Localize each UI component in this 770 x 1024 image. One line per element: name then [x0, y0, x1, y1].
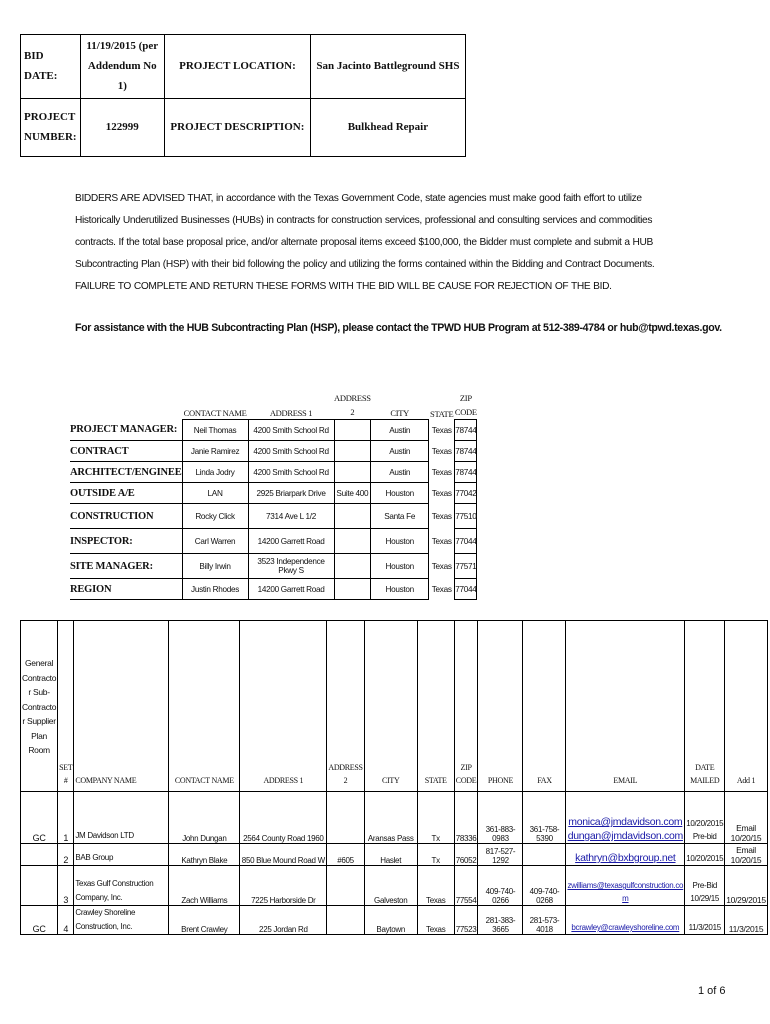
col-zip: ZIP CODE — [454, 393, 477, 417]
contact-city: Houston — [371, 554, 429, 579]
bidder-type — [21, 866, 58, 906]
bidder-date-mailed: 11/3/2015 — [685, 906, 725, 935]
contact-role: REGION — [70, 579, 182, 600]
bidder-city: Aransas Pass — [364, 792, 417, 844]
contact-city: Houston — [371, 529, 429, 554]
col-zip: ZIP CODE — [454, 621, 478, 792]
bidder-date-mailed: Pre-Bid 10/29/15 — [685, 866, 725, 906]
contact-row — [70, 504, 477, 529]
project-header-table — [20, 34, 466, 157]
contact-name: Carl Warren — [182, 529, 248, 554]
contact-address2 — [334, 529, 371, 554]
bidder-phone: 409-740-0266 — [478, 866, 523, 906]
bidder-company: Crawley Shoreline Construction, Inc. — [74, 906, 169, 935]
bidder-date-mailed: 10/20/2015 — [685, 844, 725, 866]
bidder-row — [21, 906, 768, 935]
bidder-address2 — [327, 792, 364, 844]
contact-city: Houston — [371, 483, 429, 504]
email-link-continued[interactable]: m — [622, 894, 629, 903]
bidder-address1: 850 Blue Mound Road W — [240, 844, 327, 866]
bidder-set: 2 — [58, 844, 74, 866]
col-contact: CONTACT NAME — [169, 621, 240, 792]
bidder-address2 — [327, 866, 364, 906]
contact-address2 — [334, 579, 371, 600]
contact-zip: 78744 — [455, 441, 477, 462]
contact-state: Texas — [431, 511, 452, 521]
project-number-value: 122999 — [80, 99, 164, 157]
bidder-fax: 409-740-0268 — [523, 866, 566, 906]
contact-city: Santa Fe — [371, 504, 429, 529]
bid-date-label: BID DATE: — [21, 35, 81, 99]
contact-name: Justin Rhodes — [182, 579, 248, 600]
bidder-contact: Zach Williams — [169, 866, 240, 906]
contact-state: Texas — [431, 467, 452, 477]
contact-zip: 77510 — [455, 504, 477, 529]
col-email: EMAIL — [566, 621, 685, 792]
page-number: 1 of 6 — [698, 985, 726, 997]
contact-role: OUTSIDE A/E — [70, 483, 182, 504]
contact-name: Billy Irwin — [182, 554, 248, 579]
col-fax: FAX — [523, 621, 566, 792]
contact-state: Texas — [431, 561, 452, 571]
contact-address1: 14200 Garrett Road — [248, 579, 334, 600]
bidder-add1: 10/29/2015 — [725, 866, 768, 906]
email-link[interactable]: monica@jmdavidson.com — [568, 816, 683, 828]
contact-address2: Suite 400 — [334, 483, 371, 504]
bidder-email — [566, 792, 685, 844]
bidder-fax: 281-573-4018 — [523, 906, 566, 935]
contact-city: Austin — [371, 441, 429, 462]
bidder-row — [21, 866, 768, 906]
bidder-set: 1 — [58, 792, 74, 844]
col-address2: ADDRESS 2 — [334, 393, 371, 417]
bidder-email — [566, 844, 685, 866]
contact-name: LAN — [182, 483, 248, 504]
bidder-company: BAB Group — [74, 844, 169, 866]
contact-address2 — [334, 441, 371, 462]
bidder-zip: 76052 — [454, 844, 478, 866]
col-contact-name: CONTACT NAME — [183, 408, 247, 418]
contact-address1: 2925 Briarpark Drive — [248, 483, 334, 504]
email-link[interactable]: kathryn@bxbgroup.net — [575, 852, 676, 864]
contact-role: PROJECT MANAGER: — [70, 420, 182, 441]
contact-role: CONTRACT — [70, 441, 182, 462]
col-add1: Add 1 — [725, 621, 768, 792]
contact-state: Texas — [431, 488, 452, 498]
contact-row — [70, 554, 477, 579]
col-address1: ADDRESS 1 — [269, 408, 313, 418]
col-set: SET # — [58, 621, 74, 792]
contact-zip: 78744 — [455, 462, 477, 483]
contact-address1: 7314 Ave L 1/2 — [248, 504, 334, 529]
contact-state: Texas — [431, 584, 452, 594]
contact-address2 — [334, 420, 371, 441]
bidder-phone: 817-527-1292 — [478, 844, 523, 866]
bidder-contact: Kathryn Blake — [169, 844, 240, 866]
contact-state: Texas — [431, 536, 452, 546]
email-link[interactable]: bcrawley@crawleyshoreline.com — [571, 923, 680, 932]
bidder-city: Baytown — [364, 906, 417, 935]
project-location-label: PROJECT LOCATION: — [165, 35, 311, 99]
bidder-row — [21, 792, 768, 844]
contact-address1: 4200 Smith School Rd — [248, 420, 334, 441]
col-city: CITY — [364, 621, 417, 792]
contact-city: Houston — [371, 579, 429, 600]
bidder-company: Texas Gulf Construction Company, Inc. — [74, 866, 169, 906]
bidder-type: GC — [21, 906, 58, 935]
col-state: STATE — [417, 621, 454, 792]
contact-zip: 77044 — [455, 579, 477, 600]
contact-row — [70, 441, 477, 462]
col-company: COMPANY NAME — [74, 621, 169, 792]
contact-address1: 4200 Smith School Rd — [248, 441, 334, 462]
bidder-fax: 361-758-5390 — [523, 792, 566, 844]
bidders-table — [20, 620, 768, 935]
contact-address2 — [334, 462, 371, 483]
bidder-row — [21, 844, 768, 866]
contact-state: Texas — [431, 425, 452, 435]
project-location-value: San Jacinto Battleground SHS — [310, 35, 465, 99]
contact-zip: 77044 — [455, 529, 477, 554]
col-address1: ADDRESS 1 — [240, 621, 327, 792]
bidder-contact: John Dungan — [169, 792, 240, 844]
project-description-value: Bulkhead Repair — [310, 99, 465, 157]
bidder-add1: 11/3/2015 — [725, 906, 768, 935]
contact-zip: 77571 — [455, 554, 477, 579]
contact-zip: 78744 — [455, 420, 477, 441]
project-description-label: PROJECT DESCRIPTION: — [165, 99, 311, 157]
contact-row — [70, 579, 477, 600]
bidder-state: Texas — [417, 906, 454, 935]
contact-name: Linda Jodry — [182, 462, 248, 483]
bidder-city: Galveston — [364, 866, 417, 906]
col-type: General Contracto r Sub- Contracto r Supplier Plan Room — [21, 621, 58, 792]
bidder-phone: 361-883-0983 — [478, 792, 523, 844]
bidder-fax — [523, 844, 566, 866]
contact-address1: 4200 Smith School Rd — [248, 462, 334, 483]
contact-name: Rocky Click — [182, 504, 248, 529]
contact-role: ARCHITECT/ENGINEE — [70, 462, 182, 483]
contact-name: Janie Ramirez — [182, 441, 248, 462]
bidder-company: JM Davidson LTD — [74, 792, 169, 844]
contact-row — [70, 483, 477, 504]
bidder-city: Haslet — [364, 844, 417, 866]
hub-notice-paragraph: BIDDERS ARE ADVISED THAT, in accordance with the Texas Government Code, state agencies must make good faith effort to utilize Historically Underutilized Businesses (HUBs) in contracts for construction services, professional and consulting services and commodities contracts. If the total base proposal price, and/or alternate proposal items exceed $100,000, the Bidder must complete and submit a HUB Subcontracting Plan (HSP) with their bid following the policy and utilizing the forms contained within the Bidding and Contract Documents. FAILURE TO COMPLETE AND RETURN THESE FORMS WITH THE BID WILL BE CAUSE FOR REJECTION OF THE BID. — [75, 193, 655, 292]
bidder-state: Tx — [417, 844, 454, 866]
bidder-address2 — [327, 906, 364, 935]
bidder-state: Texas — [417, 866, 454, 906]
bid-date-value: 11/19/2015 (per Addendum No 1) — [80, 35, 164, 99]
contact-role: INSPECTOR: — [70, 529, 182, 554]
contact-row — [70, 420, 477, 441]
bidder-set: 4 — [58, 906, 74, 935]
bidder-type: GC — [21, 792, 58, 844]
assistance-line: For assistance with the HUB Subcontracting Plan (HSP), please contact the TPWD HUB Program at 512-389-4784 or hub@tpwd.texas.gov. — [75, 322, 722, 334]
contact-state: Texas — [431, 446, 452, 456]
bidder-zip: 77554 — [454, 866, 478, 906]
bidder-zip: 78336 — [454, 792, 478, 844]
contact-row — [70, 462, 477, 483]
bidder-phone: 281-383-3665 — [478, 906, 523, 935]
contact-address1: 14200 Garrett Road — [248, 529, 334, 554]
contact-city: Austin — [371, 462, 429, 483]
bidder-address2: #605 — [327, 844, 364, 866]
bidder-state: Tx — [417, 792, 454, 844]
col-date-mailed: DATE MAILED — [685, 621, 725, 792]
bidder-address1: 225 Jordan Rd — [240, 906, 327, 935]
bidder-add1: Email 10/20/15 — [725, 844, 768, 866]
email-link[interactable]: zwilliams@texasgulfconstruction.co — [567, 881, 684, 890]
email-link-continued[interactable]: dungan@jmdavidson.com — [567, 830, 683, 842]
contact-city: Austin — [371, 420, 429, 441]
contact-address2 — [334, 504, 371, 529]
col-state: STATE — [430, 408, 454, 419]
bidder-email — [566, 906, 685, 935]
bidder-date-mailed: 10/20/2015 Pre-bid — [685, 792, 725, 844]
bidder-contact: Brent Crawley — [169, 906, 240, 935]
project-number-label: PROJECT NUMBER: — [21, 99, 81, 157]
contact-name: Neil Thomas — [182, 420, 248, 441]
bidder-zip: 77523 — [454, 906, 478, 935]
col-address2: ADDRESS 2 — [327, 621, 364, 792]
col-phone: PHONE — [478, 621, 523, 792]
bidder-address1: 7225 Harborside Dr — [240, 866, 327, 906]
col-city: CITY — [390, 408, 409, 418]
contact-role: CONSTRUCTION — [70, 504, 182, 529]
contact-address2 — [334, 554, 371, 579]
bidder-type — [21, 844, 58, 866]
bidder-add1: Email 10/20/15 — [725, 792, 768, 844]
contact-role: SITE MANAGER: — [70, 554, 182, 579]
bidder-set: 3 — [58, 866, 74, 906]
contact-row — [70, 529, 477, 554]
project-contacts-table — [70, 385, 477, 600]
contact-address1: 3523 Independence Pkwy S — [248, 554, 334, 579]
contact-zip: 77042 — [455, 483, 477, 504]
bidder-email — [566, 866, 685, 906]
bidder-address1: 2564 County Road 1960 — [240, 792, 327, 844]
